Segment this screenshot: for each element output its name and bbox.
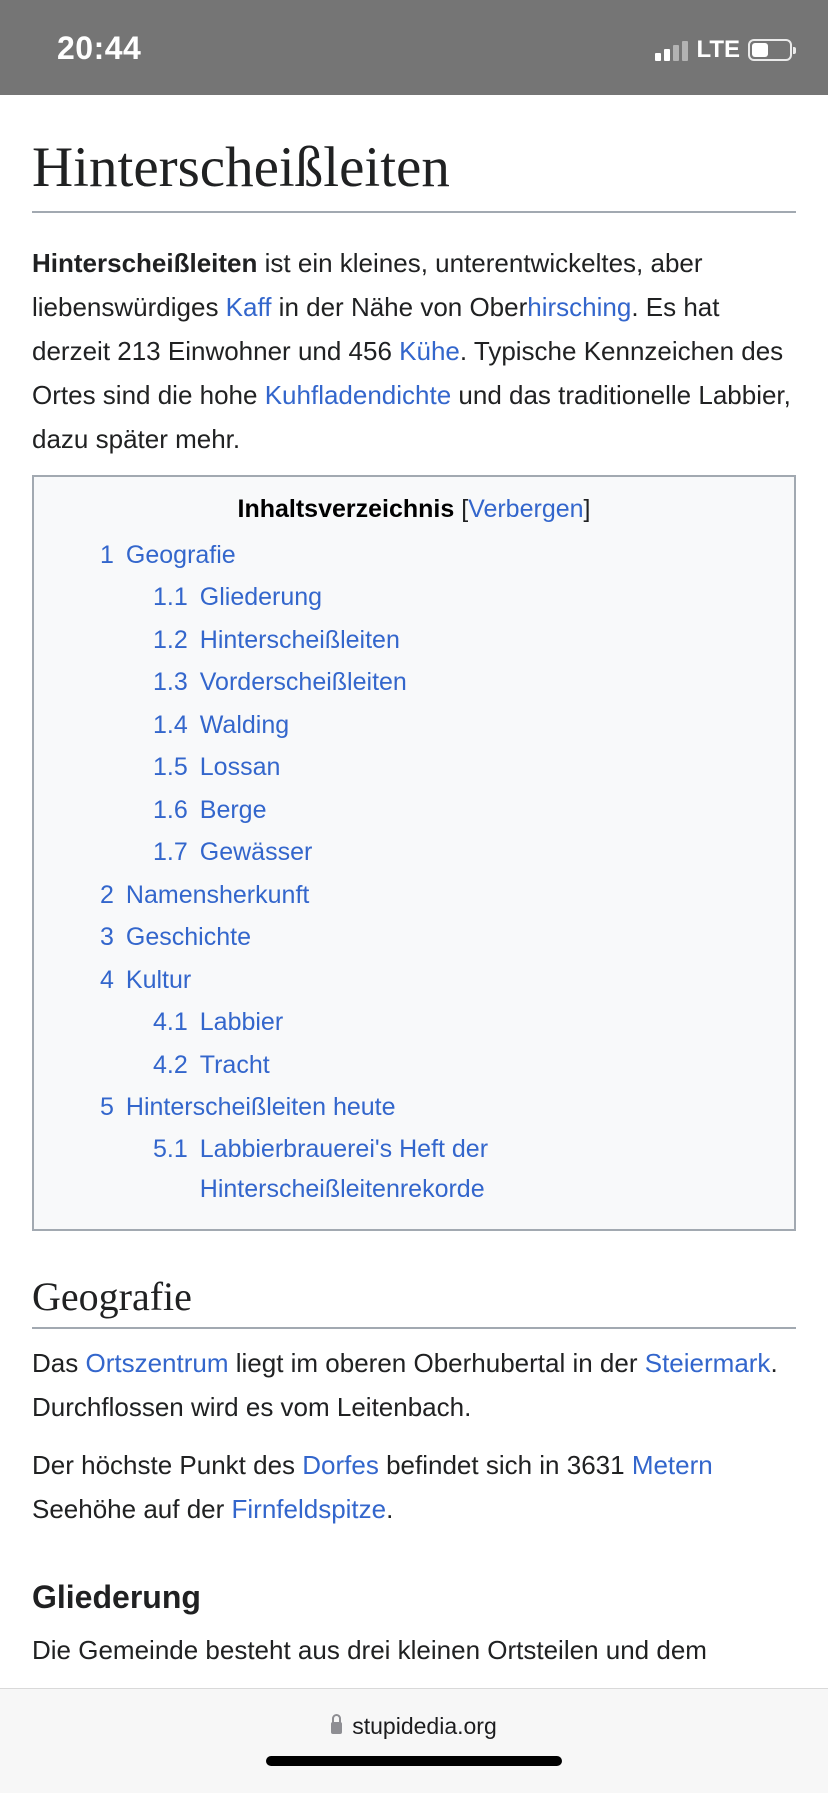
link-metern[interactable]: Metern	[631, 1449, 713, 1480]
toc-item-namensherkunft[interactable]: 2 Namensherkunft	[100, 880, 310, 909]
link-kuehe[interactable]: Kühe	[399, 335, 460, 366]
browser-address-bar[interactable]	[0, 1688, 828, 1793]
link-kuhfladendichte[interactable]: Kuhfladendichte	[264, 379, 452, 410]
lock-icon	[331, 1722, 342, 1734]
geografie-paragraph-1: Das Ortszentrum liegt im oberen Oberhubertal in der Steiermark. Durchflossen wird es vom Leitenbach.	[32, 1347, 778, 1422]
toc-item-rekorde[interactable]: 5.1 Labbierbrauerei's Heft der Hinterscheißleitenrekorde	[153, 1134, 489, 1203]
table-of-contents	[32, 475, 796, 1231]
section-heading-geografie: Geografie	[32, 1273, 796, 1329]
toc-item-walding[interactable]: 1.4 Walding	[153, 710, 290, 739]
toc-item-gliederung[interactable]: 1.1 Gliederung	[153, 583, 323, 612]
toc-item-vorderscheissleiten[interactable]: 1.3 Vorderscheißleiten	[153, 668, 407, 697]
status-right	[655, 36, 792, 64]
link-ortszentrum[interactable]: Ortszentrum	[85, 1347, 229, 1378]
toc-item-berge[interactable]: 1.6 Berge	[153, 795, 267, 824]
toc-item-geografie[interactable]: 1 Geografie	[100, 540, 236, 569]
toc-toggle-link[interactable]: Verbergen	[468, 494, 584, 523]
battery-icon	[748, 39, 792, 61]
toc-item-labbier[interactable]: 4.1 Labbier	[153, 1008, 284, 1037]
address-url[interactable]: stupidedia.org	[0, 1713, 828, 1740]
status-bar	[0, 0, 828, 95]
toc-item-lossan[interactable]: 1.5 Lossan	[153, 753, 281, 782]
link-steiermark[interactable]: Steiermark	[644, 1347, 771, 1378]
toc-item-heute[interactable]: 5 Hinterscheißleiten heute	[100, 1093, 396, 1122]
toc-list	[34, 534, 794, 1209]
intro-bold-term: Hinterscheißleiten	[32, 247, 258, 278]
toc-item-geschichte[interactable]: 3 Geschichte	[100, 923, 251, 952]
signal-icon	[655, 39, 688, 61]
network-label: LTE	[696, 36, 740, 63]
home-indicator[interactable]	[266, 1756, 562, 1766]
intro-paragraph: Hinterscheißleiten ist ein kleines, unterentwickeltes, aber liebenswürdiges Kaff in der Nähe von Oberhirsching. Es hat derzeit 213 Einwohner und 456 Kühe. Typische Kennzeichen des Ortes sind die hohe Kuhfladendichte und das traditionelle Labbier, dazu später mehr.	[32, 247, 791, 454]
toc-item-gewaesser[interactable]: 1.7 Gewässer	[153, 838, 313, 867]
section-heading-gliederung: Gliederung	[32, 1578, 201, 1615]
toc-item-kultur[interactable]: 4 Kultur	[100, 965, 192, 994]
link-dorfes[interactable]: Dorfes	[302, 1449, 379, 1480]
geografie-paragraph-2: Der höchste Punkt des Dorfes befindet sich in 3631 Metern Seehöhe auf der Firnfeldspitze.	[32, 1449, 713, 1524]
article-content	[32, 95, 796, 1672]
link-kaff[interactable]: Kaff	[225, 291, 272, 322]
link-hirsching[interactable]: hirsching	[527, 291, 632, 322]
gliederung-paragraph: Die Gemeinde besteht aus drei kleinen Ortsteilen und dem	[32, 1634, 707, 1665]
toc-header: Inhaltsverzeichnis [Verbergen]	[237, 494, 591, 523]
status-time: 20:44	[57, 30, 142, 66]
link-firnfeldspitze[interactable]: Firnfeldspitze	[231, 1493, 387, 1524]
page-title: Hinterscheißleiten	[32, 135, 796, 213]
toc-title: Inhaltsverzeichnis	[237, 494, 455, 523]
toc-item-tracht[interactable]: 4.2 Tracht	[153, 1050, 270, 1079]
toc-item-hinterscheissleiten[interactable]: 1.2 Hinterscheißleiten	[153, 625, 400, 654]
